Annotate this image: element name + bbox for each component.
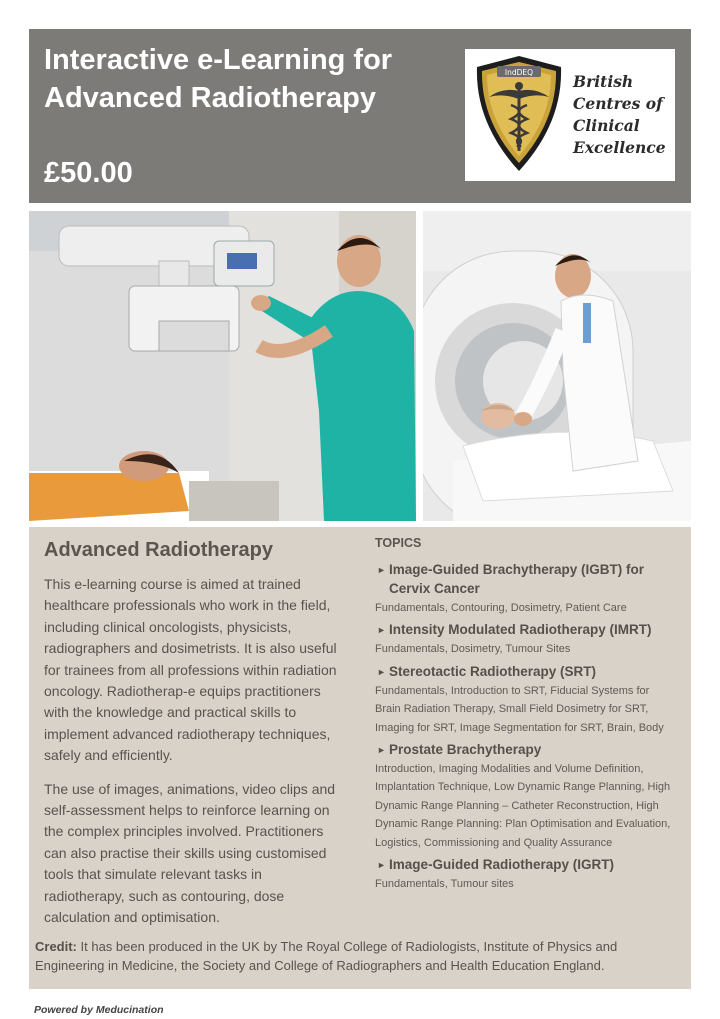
topic-details: Fundamentals, Tumour sites bbox=[375, 878, 514, 891]
caret-right-icon: ► bbox=[377, 625, 386, 636]
caduceus-shield-icon bbox=[471, 53, 567, 175]
powered-by: Powered by Meducination bbox=[34, 1004, 164, 1016]
topic-details: Introduction, Imaging Modalities and Volume Definition, Implantation Technique, Low Dynamic Range Planning, High Dynamic Range Planning – Catheter Reconstruction, High Dynamic Range Planning: Plan Optimisation and Evaluation, Logistics, Commissioning and Quality Assurance bbox=[375, 763, 671, 849]
topics-heading: TOPICS bbox=[375, 536, 422, 550]
topics-list bbox=[375, 535, 675, 896]
topic-title-text: Prostate Brachytherapy bbox=[389, 742, 542, 758]
topic-title bbox=[375, 620, 675, 639]
topic-title-text: Image-Guided Brachytherapy (IGBT) for Cervix Cancer bbox=[389, 562, 645, 596]
caret-right-icon: ► bbox=[377, 666, 386, 677]
header-banner bbox=[29, 29, 691, 203]
logo-wordmark bbox=[573, 71, 671, 159]
caret-right-icon: ► bbox=[377, 745, 386, 756]
topic-details: Fundamentals, Introduction to SRT, Fiducial Systems for Brain Radiation Therapy, Small Field Dosimetry for SRT, Imaging for SRT, Image Segmentation for SRT, Brain, Body bbox=[375, 684, 664, 734]
topic-title-text: Image-Guided Radiotherapy (IGRT) bbox=[389, 857, 615, 873]
topic-title bbox=[375, 662, 675, 681]
logo-line-1: British bbox=[573, 72, 634, 91]
content-panel bbox=[29, 527, 691, 989]
topic-title-text: Intensity Modulated Radiotherapy (IMRT) bbox=[389, 622, 652, 638]
topic-igrt bbox=[375, 855, 675, 893]
page-title bbox=[44, 41, 454, 117]
course-description bbox=[44, 538, 344, 941]
title-line-2: Advanced Radiotherapy bbox=[44, 82, 376, 114]
topic-title bbox=[375, 740, 675, 759]
photo-ct-scanner bbox=[423, 211, 691, 521]
course-price: £50.00 bbox=[44, 157, 133, 189]
logo-line-2: Centres of bbox=[573, 94, 663, 113]
svg-text:IndDEQ: IndDEQ bbox=[504, 68, 534, 77]
topic-title bbox=[375, 855, 675, 874]
course-paragraph-1: This e-learning course is aimed at trained healthcare professionals who work in the field, including clinical oncologists, physicists, radiographers and dosimetrists. It is also useful for trainees from all professions within radiation oncology. Radiotherap-e equips practitioners with the knowledge and practical skills to implement advanced radiotherapy techniques, safely and efficiently. bbox=[44, 576, 337, 764]
topic-srt bbox=[375, 662, 675, 737]
photo-radiographer bbox=[29, 211, 416, 521]
logo-line-3: Clinical bbox=[573, 116, 640, 135]
topic-title bbox=[375, 560, 675, 598]
caret-right-icon: ► bbox=[377, 565, 386, 575]
course-title: Advanced Radiotherapy bbox=[44, 539, 273, 561]
topic-details: Fundamentals, Contouring, Dosimetry, Patient Care bbox=[375, 602, 627, 614]
topic-details: Fundamentals, Dosimetry, Tumour Sites bbox=[375, 643, 571, 656]
topic-title-text: Stereotactic Radiotherapy (SRT) bbox=[389, 663, 597, 679]
caret-right-icon: ► bbox=[377, 860, 386, 871]
logo-line-4: Excellence bbox=[573, 138, 666, 157]
course-paragraph-2: The use of images, animations, video clips and self-assessment helps to reinforce learning on the complex principles involved. Practitioners can also practise their skills using customised tools that simulate relevant tasks in radiotherapy, such as contouring, dose calculation and optimisation. bbox=[44, 780, 336, 926]
topic-igbt bbox=[375, 560, 675, 617]
title-line-1: Interactive e-Learning for bbox=[44, 44, 393, 76]
credit-statement bbox=[35, 937, 685, 975]
credit-label: Credit: bbox=[35, 939, 77, 954]
topic-imrt bbox=[375, 620, 675, 658]
bcce-logo bbox=[465, 49, 675, 181]
credit-text: It has been produced in the UK by The Royal College of Radiologists, Institute of Physics and Engineering in Medicine, the Society and College of Radiographers and Health Education England. bbox=[35, 939, 618, 973]
topic-prostate-brachytherapy bbox=[375, 740, 675, 852]
